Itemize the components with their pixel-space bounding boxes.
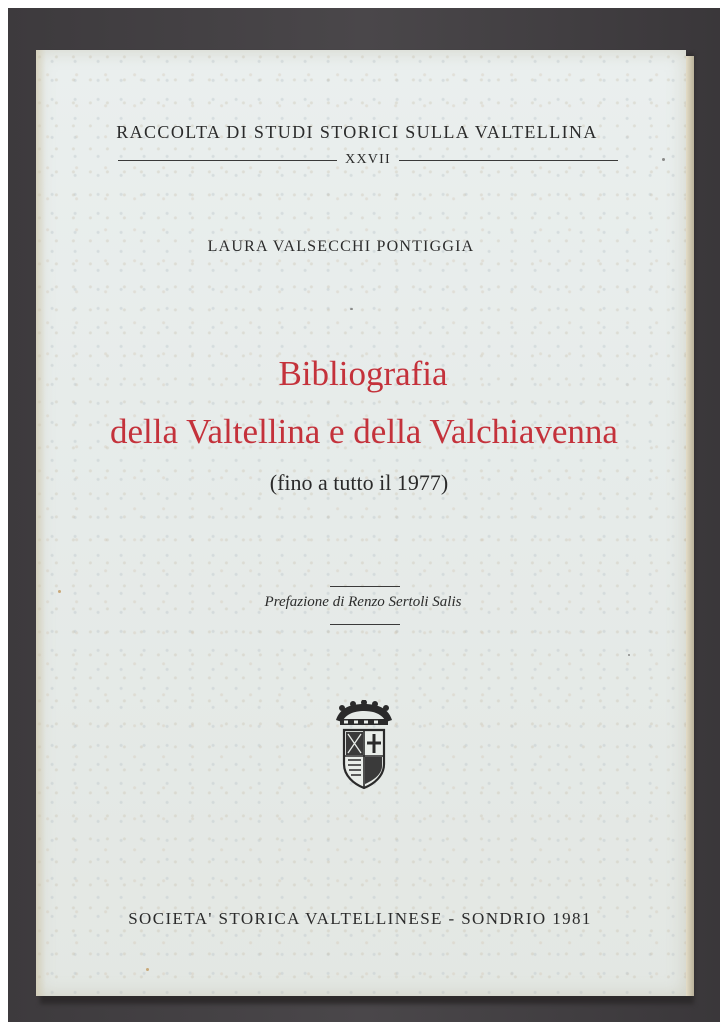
book-subtitle: (fino a tutto il 1977) bbox=[269, 470, 449, 495]
paper-speck bbox=[628, 654, 630, 656]
author-name: LAURA VALSECCHI PONTIGGIA bbox=[207, 238, 475, 255]
publisher-imprint: SOCIETA' STORICA VALTELLINESE - SONDRIO 1981 bbox=[128, 909, 592, 928]
book-cover bbox=[36, 50, 686, 996]
preface-rule-top bbox=[330, 586, 400, 587]
book-title-line-1: Bibliografia bbox=[278, 354, 448, 393]
book-title-line-2: della Valtellina e della Valchiavenna bbox=[110, 412, 618, 451]
coat-of-arms-icon bbox=[330, 700, 398, 790]
series-rule-right bbox=[399, 160, 618, 161]
paper-speck bbox=[146, 968, 149, 971]
series-number: XXVII bbox=[345, 152, 391, 167]
paper-speck bbox=[58, 590, 61, 593]
cover-spine-fold bbox=[36, 50, 46, 996]
series-rule-left bbox=[118, 160, 337, 161]
preface-rule-bottom bbox=[330, 624, 400, 625]
paper-speck bbox=[662, 158, 665, 161]
series-title: RACCOLTA DI STUDI STORICI SULLA VALTELLINA bbox=[116, 122, 598, 142]
series-rule-row bbox=[118, 150, 618, 170]
preface-credit: Prefazione di Renzo Sertoli Salis bbox=[264, 594, 462, 610]
paper-speck bbox=[350, 308, 353, 310]
